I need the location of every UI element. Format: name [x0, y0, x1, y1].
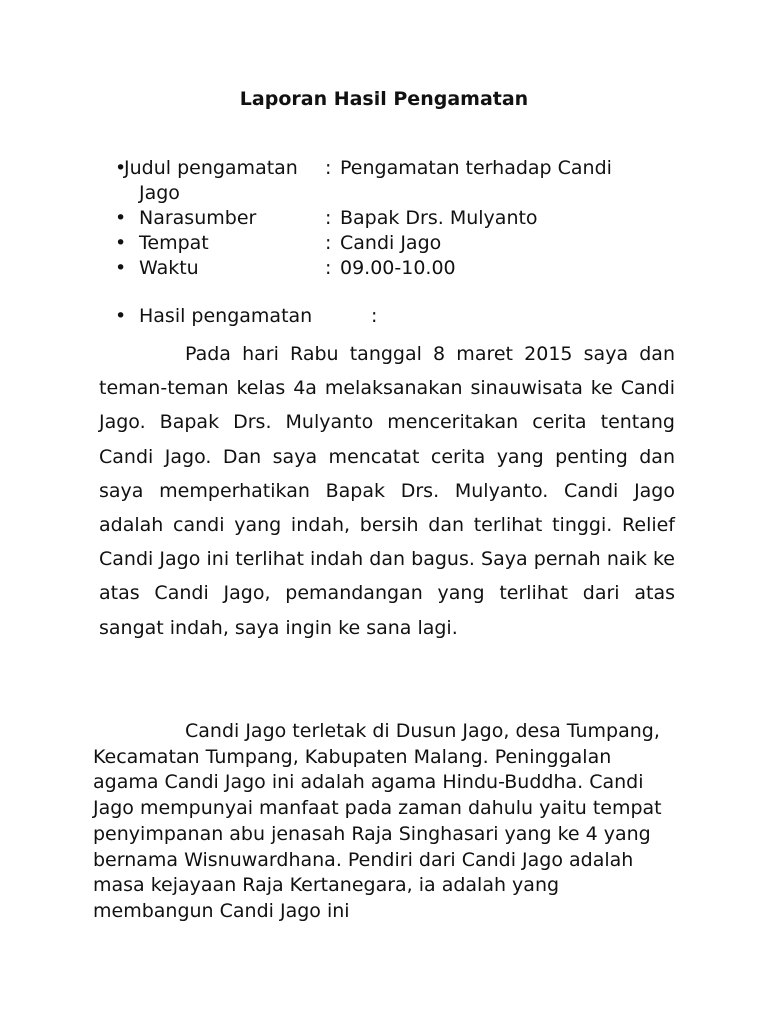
bullet-icon: • [115, 257, 127, 279]
bullet-icon: • [115, 305, 127, 327]
hasil-separator: : [371, 305, 378, 327]
bullet-icon: • [115, 157, 127, 179]
meta-value: Bapak Drs. Mulyanto [340, 207, 538, 229]
bullet-icon: • [115, 232, 127, 254]
meta-row-tempat [115, 231, 675, 256]
meta-value-continuation: Jago [139, 182, 180, 204]
meta-row-waktu [115, 256, 675, 281]
meta-row-narasumber [115, 206, 675, 231]
meta-label: Narasumber [139, 207, 257, 229]
meta-value: Candi Jago [340, 232, 442, 254]
hasil-label: Hasil pengamatan [139, 305, 313, 327]
meta-label: Judul pengamatan [124, 157, 298, 179]
observation-details [115, 156, 675, 281]
meta-separator: : [325, 157, 332, 179]
body-paragraph-1: Pada hari Rabu tanggal 8 maret 2015 saya dan teman-teman kelas 4a melaksanakan sinauwisata ke Candi Jago. Bapak Drs. Mulyanto menceritakan cerita tentang Candi Jago. Dan saya mencatat cerita yang penting dan saya memperhatikan Bapak Drs. Mulyanto. Candi Jago adalah candi yang indah, bersih dan terlihat tinggi. Relief Candi Jago ini terlihat indah dan bagus. Saya pernah naik ke atas Candi Jago, pemandangan yang terlihat dari atas sangat indah, saya ingin ke sana lagi. [99, 343, 675, 639]
meta-separator: : [325, 232, 332, 254]
meta-separator: : [325, 207, 332, 229]
body-paragraph-2: Candi Jago terletak di Dusun Jago, desa Tumpang, Kecamatan Tumpang, Kabupaten Malang. Peninggalan agama Candi Jago ini adalah agama Hindu-Buddha. Candi Jago mempunyai manfaat pada zaman dahulu yaitu tempat penyimpanan abu jenasah Raja Singhasari yang ke 4 yang bernama Wisnuwardhana. Pendiri dari Candi Jago adalah masa kejayaan Raja Kertanegara, ia adalah yang membangun Candi Jago ini [93, 720, 662, 922]
bullet-icon: • [115, 207, 127, 229]
meta-value: Pengamatan terhadap Candi [340, 157, 612, 179]
meta-label: Tempat [139, 232, 209, 254]
document-title: Laporan Hasil Pengamatan [239, 88, 529, 110]
meta-row-judul [115, 156, 675, 181]
meta-label: Waktu [139, 257, 199, 279]
meta-value: 09.00-10.00 [340, 257, 456, 279]
meta-separator: : [325, 257, 332, 279]
